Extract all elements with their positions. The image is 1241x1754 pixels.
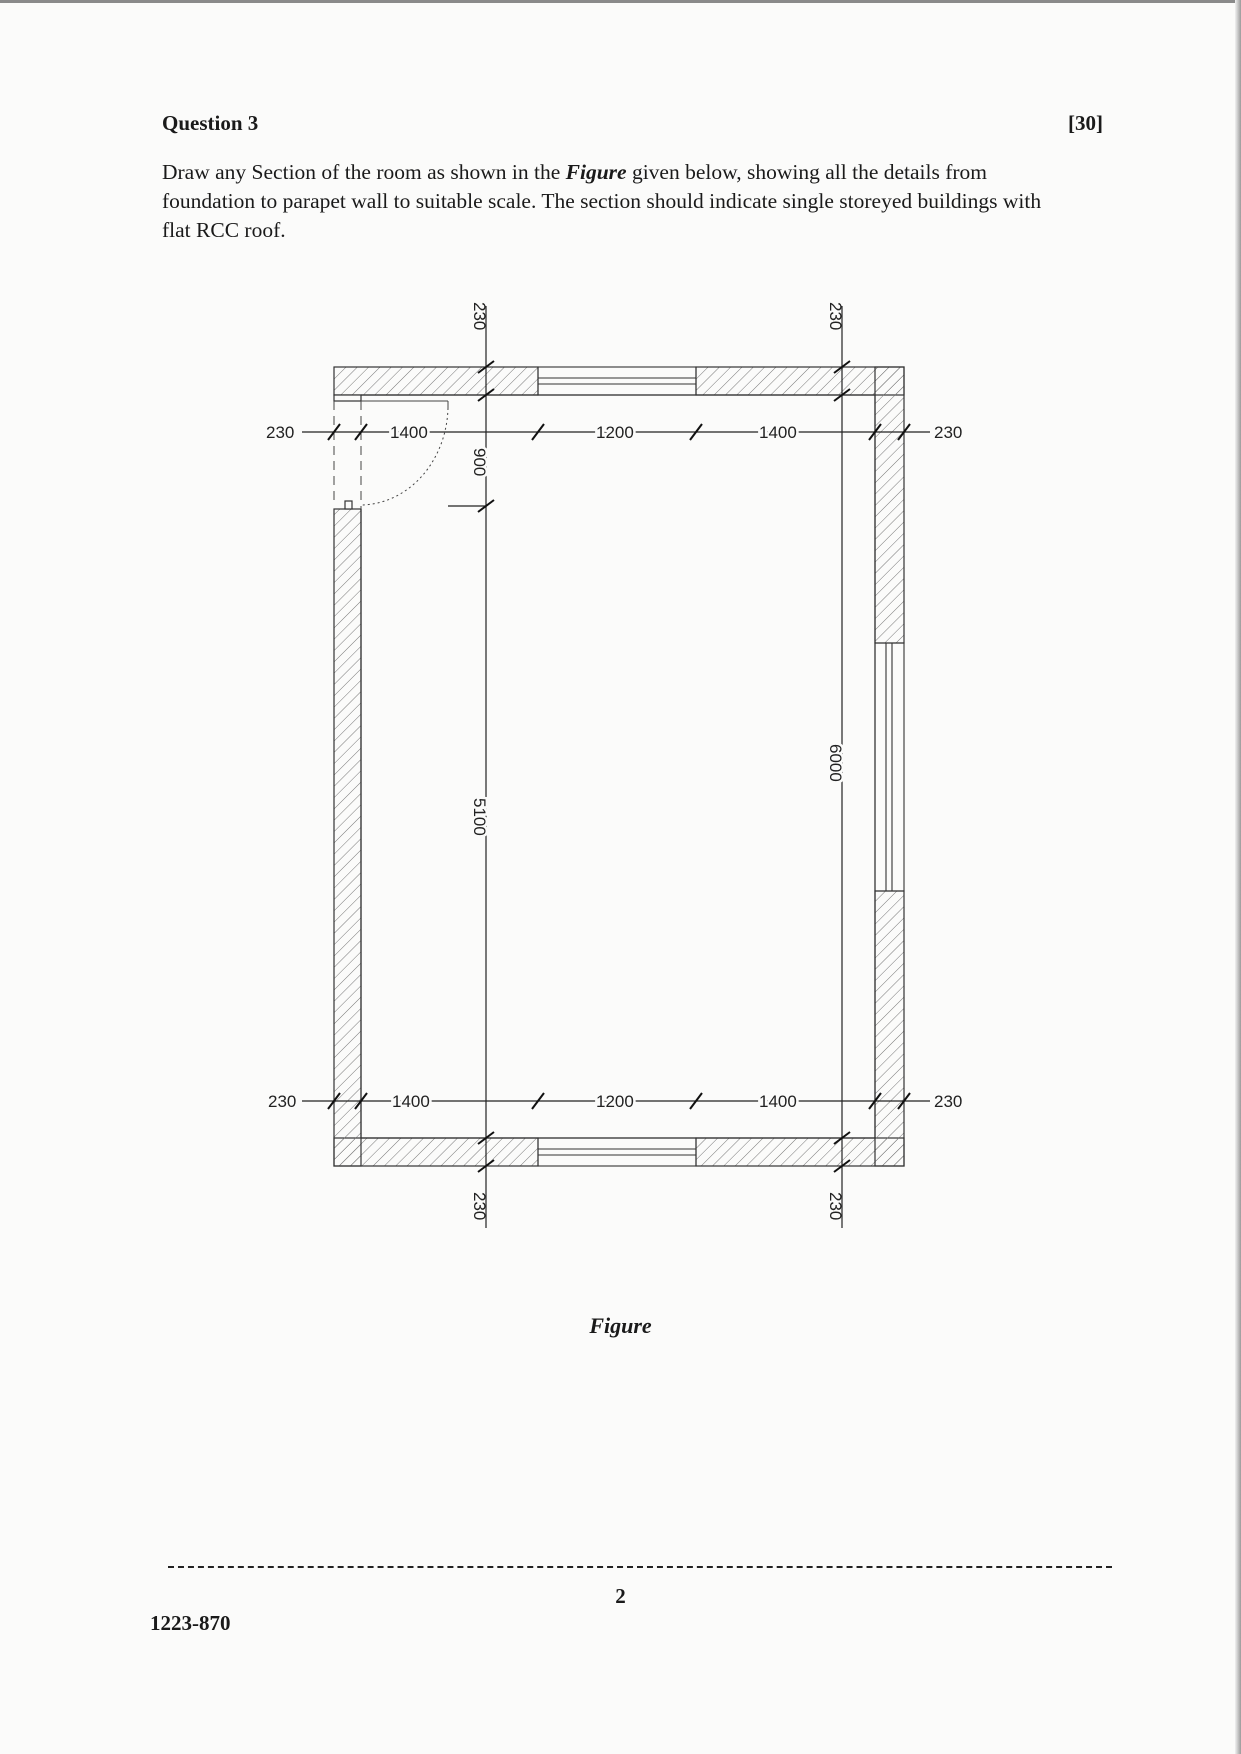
dim-right-length: 6000 [826, 744, 845, 782]
footer-divider [168, 1566, 1112, 1568]
figure-caption: Figure [589, 1313, 652, 1338]
wall-right-lower [875, 891, 904, 1166]
dim-top-left-wall: 230 [266, 423, 295, 442]
dim-left-bottom-wall: 230 [470, 1192, 489, 1221]
wall-segments [334, 367, 904, 1166]
dim-left-top-wall: 230 [470, 302, 489, 331]
window-right [875, 643, 904, 891]
wall-right-upper [875, 367, 904, 643]
page-number: 2 [615, 1584, 626, 1608]
wall-bottom-right [696, 1138, 904, 1166]
wall-left [334, 509, 361, 1166]
dim-top-right-opening: 1400 [759, 423, 797, 442]
question-title: Question 3 [162, 111, 259, 135]
room-outline [361, 395, 875, 1138]
question-text-emphasis: Figure [565, 160, 627, 184]
door-jamb-top [334, 395, 361, 401]
wall-bottom-left [334, 1138, 538, 1166]
dim-top-window: 1200 [596, 423, 634, 442]
wall-top-left [334, 367, 538, 395]
dimension-ticks [328, 361, 910, 1172]
question-text-after: given below, showing all the details from foundation to parapet wall to suitable scale. The section should indicate single storeyed buildings with flat RCC roof. [162, 160, 1042, 242]
door-jamb-bottom [345, 501, 352, 509]
dim-bottom-left-opening: 1400 [392, 1092, 430, 1111]
dim-right-top-wall: 230 [826, 302, 845, 331]
dim-bottom-right-opening: 1400 [759, 1092, 797, 1111]
dim-left-length: 5100 [470, 798, 489, 836]
dim-right-bottom-wall: 230 [826, 1192, 845, 1221]
dim-bottom-window: 1200 [596, 1092, 634, 1111]
door-jambs [334, 395, 361, 509]
question-marks: [30] [1068, 111, 1103, 135]
dim-door-width: 900 [470, 448, 489, 477]
window-bottom [538, 1138, 696, 1166]
window-top [538, 367, 696, 395]
question-text-before: Draw any Section of the room as shown in the [162, 160, 566, 184]
wall-top-right [696, 367, 904, 395]
dim-top-left-opening: 1400 [390, 423, 428, 442]
dim-top-right-wall: 230 [934, 423, 963, 442]
document-code: 1223-870 [150, 1611, 231, 1635]
dim-bottom-right-wall: 230 [934, 1092, 963, 1111]
dim-bottom-left-wall: 230 [268, 1092, 297, 1111]
door-swing [334, 401, 448, 509]
